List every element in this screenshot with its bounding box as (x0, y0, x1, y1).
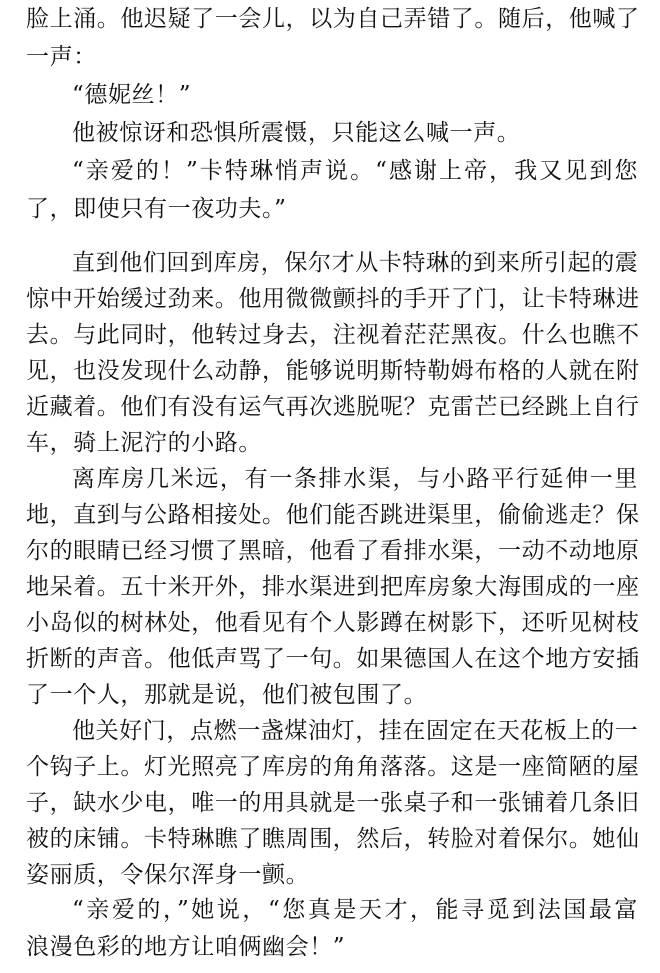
text-line: 浪漫色彩的地方让咱俩幽会！” (26, 934, 346, 960)
text-line: 他被惊讶和恐惧所震慑，只能这么喊一声。 (72, 120, 521, 146)
text-line: 了一个人，那就是说，他们被包围了。 (26, 682, 428, 708)
text-line: 个钩子上。灯光照亮了库房的角角落落。这是一座简陋的屋 (26, 754, 640, 780)
text-line: 见，也没发现什么动静，能够说明斯特勒姆布格的人就在附 (26, 358, 640, 384)
text-line: 了，即使只有一夜功夫。” (26, 196, 287, 222)
text-line: 尔的眼睛已经习惯了黑暗，他看了看排水渠，一动不动地原 (26, 538, 640, 564)
text-line: 去。与此同时，他转过身去，注视着茫茫黑夜。什么也瞧不 (26, 322, 640, 348)
text-line: 姿丽质，令保尔浑身一颤。 (26, 862, 310, 888)
text-line: 直到他们回到库房，保尔才从卡特琳的到来所引起的震 (72, 250, 639, 276)
text-line: 一声： (26, 44, 97, 70)
text-line: 被的床铺。卡特琳瞧了瞧周围，然后，转脸对着保尔。她仙 (26, 826, 640, 852)
text-line: 地，直到与公路相接处。他们能否跳进渠里，偷偷逃走？保 (26, 502, 640, 528)
text-line: 离库房几米远，有一条排水渠，与小路平行延伸一里 (72, 466, 638, 492)
text-line: 地呆着。五十米开外，排水渠进到把库房象大海围成的一座 (26, 574, 640, 600)
text-line: 折断的声音。他低声骂了一句。如果德国人在这个地方安插 (26, 646, 640, 672)
text-line: “德妮丝！” (72, 82, 192, 108)
text-line: 子，缺水少电，唯一的用具就是一张桌子和一张铺着几条旧 (26, 790, 640, 816)
text-line: “亲爱的！”卡特琳悄声说。“感谢上帝，我又见到您 (72, 158, 638, 184)
text-line: 近藏着。他们有没有运气再次逃脱呢？克雷芒已经跳上自行 (26, 394, 640, 420)
text-line: 小岛似的树林处，他看见有个人影蹲在树影下，还听见树枝 (26, 610, 640, 636)
text-line: 脸上涌。他迟疑了一会儿，以为自己弄错了。随后，他喊了 (26, 6, 640, 32)
text-line: 惊中开始缓过劲来。他用微微颤抖的手开了门，让卡特琳进 (26, 286, 640, 312)
text-line: 他关好门，点燃一盏煤油灯，挂在固定在天花板上的一 (72, 718, 639, 744)
text-line: 车，骑上泥泞的小路。 (26, 430, 262, 456)
text-line: “亲爱的，”她说，“您真是天才，能寻觅到法国最富 (72, 897, 638, 923)
